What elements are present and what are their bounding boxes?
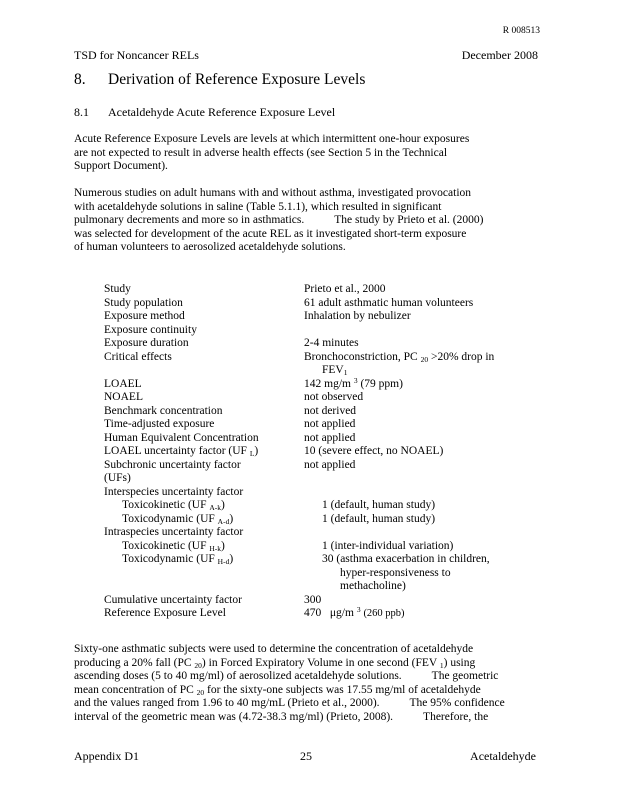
footer-appendix: Appendix D1: [74, 749, 139, 763]
table-row: Exposure continuity: [104, 323, 197, 336]
table-row: Critical effects Bronchoconstriction, PC $_{20}$ >20% drop in $FEV_1$: [104, 350, 495, 377]
paragraph-line: Acute Reference Exposure Levels are levels at which intermittent one-hour exposures: [74, 133, 470, 145]
table-row: Toxicokinetic (UF $_{H-k}$) 1 (inter-individual variation): [122, 539, 454, 553]
intro-paragraph: [74, 133, 554, 174]
table-row: Toxicodynamic (UF $_{A-d}$) 1 (default, human study): [122, 512, 436, 526]
table-row: Human Equivalent Concentration not applied: [104, 431, 356, 444]
document-id: R 008513: [502, 26, 540, 36]
table-row: Toxicodynamic (UF $_{H-d}$) 30 (asthma exacerbation in children, hyper-responsiveness to methacholine): [122, 553, 490, 592]
paragraph-line: producing a 20% fall (PC $_{20}$) in Forced Expiratory Volume in one second (FEV $_1$) using: [74, 656, 476, 670]
table-row: Cumulative uncertainty factor 300: [104, 593, 322, 606]
table-row: LOAEL uncertainty factor (UF $_L$) 10 (severe effect, no NOAEL): [104, 445, 444, 458]
footer-chemical: Acetaldehyde: [470, 749, 536, 763]
paragraph-line: Support Document).: [74, 160, 168, 172]
paragraph-line: was selected for development of the acute REL as it investigated short-term exposure: [74, 227, 467, 240]
table-row: Study population 61 adult asthmatic human volunteers: [104, 296, 474, 309]
subsection-title: Acetaldehyde Acute Reference Exposure Level: [108, 105, 336, 119]
paragraph-line: ascending doses (5 to 40 mg/ml) of aerosolized acetaldehyde solutions. The geometric: [74, 670, 499, 682]
subsection-number: 8.1: [74, 105, 89, 119]
table-row: Toxicokinetic (UF $_{A-k}$) 1 (default, human study): [122, 499, 436, 512]
paragraph-line: pulmonary decrements and more so in asthmatics. The study by Prieto et al. (2000): [74, 214, 484, 226]
page-number: 25: [300, 749, 312, 763]
table-row: Benchmark concentration not derived: [104, 404, 357, 417]
section-title: Derivation of Reference Exposure Levels: [108, 71, 366, 88]
rel-summary-table: [104, 283, 544, 621]
table-row: Reference Exposure Level 470 μg/m $^3$ (260 ppb): [104, 605, 405, 619]
paragraph-line: mean concentration of PC $_{20}$ for the sixty-one subjects was 17.55 mg/ml of acetaldehyde: [74, 683, 481, 697]
running-header-title: TSD for Noncancer RELs: [74, 48, 199, 62]
results-paragraph: [74, 643, 554, 724]
table-row: Subchronic uncertainty factor (UFs) not applied: [104, 458, 356, 484]
paragraph-line: with acetaldehyde solutions in saline (Table 5.1.1), which resulted in significant: [74, 200, 442, 213]
paragraph-line: are not expected to result in adverse health effects (see Section 5 in the Technical: [74, 146, 448, 159]
paragraph-line: Sixty-one asthmatic subjects were used to determine the concentration of acetaldehyde: [74, 643, 474, 655]
paragraph-line: and the values ranged from 1.96 to 40 mg/mL (Prieto et al., 2000). The 95% confidence: [74, 697, 505, 709]
section-heading: [74, 73, 365, 87]
subsection-heading: [74, 106, 335, 120]
table-row: LOAEL 142 mg/m $^3$ (79 ppm): [104, 375, 403, 390]
table-row: Exposure method Inhalation by nebulizer: [104, 310, 411, 322]
paragraph-line: interval of the geometric mean was (4.72-38.3 mg/ml) (Prieto, 2008). Therefore, the: [74, 710, 489, 723]
table-row: Exposure duration 2-4 minutes: [104, 337, 359, 349]
studies-paragraph: [74, 187, 554, 255]
table-row: Interspecies uncertainty factor: [104, 485, 244, 498]
table-row: Study Prieto et al., 2000: [104, 283, 386, 295]
running-header-date: December 2008: [461, 48, 538, 62]
paragraph-line: of human volunteers to aerosolized acetaldehyde solutions.: [74, 241, 346, 253]
table-row: Time-adjusted exposure not applied: [104, 418, 356, 430]
table-row: NOAEL not observed: [104, 391, 364, 403]
paragraph-line: Numerous studies on adult humans with and without asthma, investigated provocation: [74, 187, 472, 199]
section-number: 8.: [74, 71, 86, 88]
table-row: Intraspecies uncertainty factor: [104, 526, 244, 538]
